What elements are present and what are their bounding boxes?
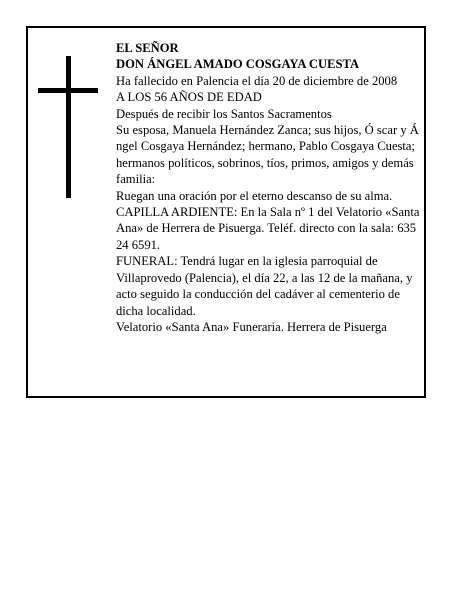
obituary-notice	[26, 26, 426, 398]
funeral-home-line: Velatorio «Santa Ana» Funeraria. Herrera de Pisuerga	[116, 319, 387, 334]
prayer-line: Ruegan una oración por el eterno descanso de su alma.	[116, 188, 393, 203]
obituary-text	[116, 40, 422, 335]
family-paragraph: Su esposa, Manuela Hernández Zanca; sus hijos, Ó scar y Á ngel Cosgaya Hernández; hermano, Pablo Cosgaya Cuesta; hermanos políticos, sobrinos, tíos, primos, amigos y demás familia:	[116, 123, 419, 187]
deceased-name: DON ÁNGEL AMADO COSGAYA CUESTA	[116, 57, 360, 72]
title-line-1: EL SEÑOR	[116, 41, 179, 55]
chapel-paragraph: CAPILLA ARDIENTE: En la Sala nº 1 del Velatorio «Santa Ana» de Herrera de Pisuerga. Teléf. directo con la sala: 635 24 6591.	[116, 205, 420, 252]
cross-icon-crossbar	[38, 88, 98, 93]
funeral-paragraph: FUNERAL: Tendrá lugar en la iglesia parroquial de Villaprovedo (Palencia), el día 22, a las 12 de la mañana, y acto seguido la conducción del cadáver al cementerio de dicha localidad.	[116, 254, 413, 318]
cross-icon	[66, 56, 71, 198]
death-line: Ha fallecido en Palencia el día 20 de diciembre de 2008	[116, 73, 398, 88]
age-line: A LOS 56 AÑOS DE EDAD	[116, 90, 262, 105]
sacraments-line: Después de recibir los Santos Sacramentos	[116, 106, 332, 121]
